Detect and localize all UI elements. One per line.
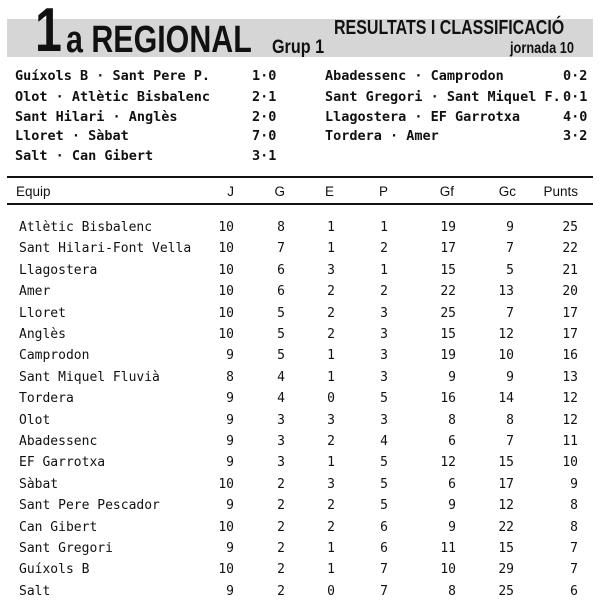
table-row <box>0 304 615 324</box>
cell-lost: 5 <box>380 391 388 407</box>
cell-goals-for: 11 <box>440 541 456 556</box>
divider <box>7 176 593 178</box>
result-score: 7·0 <box>252 128 277 144</box>
cell-won: 2 <box>277 541 285 556</box>
cell-won: 4 <box>277 391 285 407</box>
cell-points: 7 <box>570 541 578 556</box>
result-teams: Lloret · Sàbat <box>15 128 129 144</box>
cell-drawn: 1 <box>327 348 335 364</box>
cell-team-name: Llagostera <box>19 262 98 278</box>
cell-played: 10 <box>218 220 234 235</box>
cell-team-name: Sant Pere Pescador <box>19 498 160 514</box>
cell-drawn: 0 <box>327 391 335 407</box>
cell-won: 7 <box>277 241 285 257</box>
cell-points: 17 <box>562 305 578 321</box>
section-title: RESULTATS I CLASSIFICACIÓ <box>334 17 565 39</box>
result-teams: Olot · Atlètic Bisbalenc <box>15 89 211 105</box>
cell-team-name: Lloret <box>19 305 66 321</box>
cell-points: 9 <box>570 476 578 492</box>
cell-goals-for: 16 <box>440 391 456 407</box>
cell-goals-for: 8 <box>448 583 456 599</box>
cell-team-name: Olot <box>19 412 51 428</box>
cell-team-name: Sant Hilari-Font Vella <box>19 241 192 257</box>
cell-team-name: EF Garrotxa <box>19 455 106 471</box>
cell-played: 9 <box>226 455 234 471</box>
cell-drawn: 1 <box>327 220 335 235</box>
table-row <box>0 368 615 388</box>
standings-header <box>0 182 615 202</box>
cell-drawn: 3 <box>327 412 335 428</box>
table-row <box>0 582 615 602</box>
cell-goals-against: 7 <box>506 434 514 449</box>
cell-won: 5 <box>277 327 285 342</box>
cell-goals-against: 13 <box>498 284 514 300</box>
cell-played: 9 <box>226 412 234 428</box>
cell-played: 9 <box>226 348 234 364</box>
cell-drawn: 1 <box>327 562 335 578</box>
cell-won: 2 <box>277 498 285 514</box>
cell-played: 10 <box>218 262 234 278</box>
cell-goals-against: 15 <box>498 455 514 471</box>
result-teams: Llagostera · EF Garrotxa <box>325 109 521 125</box>
cell-goals-against: 10 <box>498 348 514 364</box>
round-label: jornada 10 <box>510 40 575 57</box>
result-teams: Sant Gregori · Sant Miquel F. <box>325 89 561 105</box>
result-row <box>15 127 277 145</box>
cell-goals-for: 10 <box>440 562 456 578</box>
result-score: 4·0 <box>563 109 588 125</box>
result-teams: Abadessenc · Camprodon <box>325 68 504 84</box>
cell-points: 8 <box>570 519 578 535</box>
cell-played: 9 <box>226 498 234 514</box>
result-score: 2·1 <box>252 89 277 105</box>
result-score: 0·1 <box>563 89 588 105</box>
cell-won: 2 <box>277 519 285 535</box>
cell-points: 7 <box>570 562 578 578</box>
group-label: Grup 1 <box>272 37 325 58</box>
result-row <box>325 67 590 85</box>
cell-goals-against: 14 <box>498 391 514 407</box>
cell-lost: 4 <box>380 434 388 449</box>
cell-goals-against: 17 <box>498 476 514 492</box>
cell-lost: 3 <box>380 412 388 428</box>
cell-played: 8 <box>226 369 234 385</box>
cell-drawn: 1 <box>327 369 335 385</box>
table-row <box>0 218 615 238</box>
cell-lost: 1 <box>380 220 388 235</box>
cell-played: 10 <box>218 476 234 492</box>
cell-points: 12 <box>562 412 578 428</box>
cell-team-name: Guíxols B <box>19 562 90 578</box>
cell-drawn: 3 <box>327 262 335 278</box>
cell-team-name: Salt <box>19 583 51 599</box>
cell-goals-against: 15 <box>498 541 514 556</box>
cell-won: 5 <box>277 348 285 364</box>
divider <box>7 203 593 205</box>
cell-drawn: 0 <box>327 583 335 599</box>
cell-won: 2 <box>277 562 285 578</box>
cell-goals-for: 6 <box>448 476 456 492</box>
cell-goals-for: 19 <box>440 220 456 235</box>
table-row <box>0 539 615 559</box>
cell-team-name: Abadessenc <box>19 434 98 449</box>
cell-lost: 5 <box>380 498 388 514</box>
cell-goals-against: 5 <box>506 262 514 278</box>
cell-goals-against: 9 <box>506 369 514 385</box>
cell-won: 6 <box>277 262 285 278</box>
cell-points: 6 <box>570 583 578 599</box>
cell-won: 2 <box>277 583 285 599</box>
table-row <box>0 325 615 345</box>
cell-team-name: Camprodon <box>19 348 90 364</box>
col-team: Equip <box>16 184 51 199</box>
col-goals-for: Gf <box>439 184 454 199</box>
cell-drawn: 2 <box>327 305 335 321</box>
result-row <box>325 108 590 126</box>
result-row <box>325 127 590 145</box>
result-row <box>15 108 277 126</box>
cell-drawn: 3 <box>327 476 335 492</box>
cell-goals-against: 7 <box>506 241 514 257</box>
cell-lost: 5 <box>380 476 388 492</box>
result-score: 3·1 <box>252 148 277 164</box>
result-row <box>325 88 590 106</box>
cell-won: 3 <box>277 455 285 471</box>
result-row <box>15 67 277 85</box>
cell-played: 9 <box>226 541 234 556</box>
cell-points: 13 <box>562 369 578 385</box>
cell-points: 25 <box>562 220 578 235</box>
cell-goals-against: 12 <box>498 327 514 342</box>
cell-lost: 6 <box>380 541 388 556</box>
cell-goals-for: 9 <box>448 498 456 514</box>
col-drawn: E <box>324 184 334 199</box>
table-row <box>0 432 615 452</box>
cell-goals-for: 15 <box>440 262 456 278</box>
cell-played: 10 <box>218 327 234 342</box>
cell-drawn: 2 <box>327 434 335 449</box>
table-row <box>0 411 615 431</box>
result-teams: Sant Hilari · Anglès <box>15 109 178 125</box>
col-points: Punts <box>543 184 578 199</box>
result-row <box>15 88 277 106</box>
cell-lost: 3 <box>380 327 388 342</box>
cell-goals-against: 9 <box>506 220 514 235</box>
table-row <box>0 261 615 281</box>
cell-goals-for: 8 <box>448 412 456 428</box>
table-row <box>0 282 615 302</box>
table-row <box>0 453 615 473</box>
cell-won: 6 <box>277 284 285 300</box>
cell-lost: 3 <box>380 348 388 364</box>
cell-won: 8 <box>277 220 285 235</box>
cell-points: 11 <box>562 434 578 449</box>
cell-won: 3 <box>277 434 285 449</box>
cell-goals-for: 17 <box>440 241 456 257</box>
result-row <box>15 147 277 165</box>
col-goals-against: Gc <box>498 184 516 199</box>
cell-lost: 2 <box>380 284 388 300</box>
col-played: J <box>227 184 234 199</box>
result-score: 2·0 <box>252 109 277 125</box>
cell-played: 9 <box>226 391 234 407</box>
cell-points: 8 <box>570 498 578 514</box>
cell-lost: 6 <box>380 519 388 535</box>
cell-played: 9 <box>226 583 234 599</box>
result-score: 1·0 <box>252 68 277 84</box>
result-score: 3·2 <box>563 128 588 144</box>
cell-goals-for: 9 <box>448 369 456 385</box>
cell-team-name: Sant Gregori <box>19 541 113 556</box>
cell-drawn: 2 <box>327 327 335 342</box>
cell-goals-against: 7 <box>506 305 514 321</box>
result-teams: Salt · Can Gibert <box>15 148 154 164</box>
result-teams: Guíxols B · Sant Pere P. <box>15 68 211 84</box>
cell-drawn: 1 <box>327 541 335 556</box>
table-row <box>0 475 615 495</box>
cell-won: 4 <box>277 369 285 385</box>
table-row <box>0 496 615 516</box>
cell-drawn: 2 <box>327 498 335 514</box>
cell-team-name: Can Gibert <box>19 519 98 535</box>
cell-lost: 3 <box>380 369 388 385</box>
table-row <box>0 346 615 366</box>
cell-goals-against: 22 <box>498 519 514 535</box>
cell-won: 3 <box>277 412 285 428</box>
cell-drawn: 2 <box>327 284 335 300</box>
cell-played: 10 <box>218 284 234 300</box>
cell-points: 17 <box>562 327 578 342</box>
cell-drawn: 1 <box>327 241 335 257</box>
cell-team-name: Sàbat <box>19 476 59 492</box>
table-row <box>0 560 615 580</box>
cell-lost: 5 <box>380 455 388 471</box>
division-title: a REGIONAL <box>66 19 252 61</box>
result-teams: Tordera · Amer <box>325 128 439 144</box>
cell-goals-for: 12 <box>440 455 456 471</box>
cell-drawn: 2 <box>327 519 335 535</box>
cell-won: 5 <box>277 305 285 321</box>
col-lost: P <box>378 184 388 199</box>
table-row <box>0 518 615 538</box>
cell-lost: 7 <box>380 583 388 599</box>
cell-lost: 2 <box>380 241 388 257</box>
cell-points: 10 <box>562 455 578 471</box>
cell-points: 21 <box>562 262 578 278</box>
table-row <box>0 239 615 259</box>
cell-goals-for: 22 <box>440 284 456 300</box>
cell-goals-against: 12 <box>498 498 514 514</box>
cell-played: 10 <box>218 241 234 257</box>
cell-lost: 1 <box>380 262 388 278</box>
cell-points: 20 <box>562 284 578 300</box>
cell-team-name: Tordera <box>19 391 74 407</box>
cell-played: 10 <box>218 562 234 578</box>
col-won: G <box>274 184 285 199</box>
cell-lost: 3 <box>380 305 388 321</box>
division-number: 1 <box>35 0 61 65</box>
cell-drawn: 1 <box>327 455 335 471</box>
cell-goals-for: 6 <box>448 434 456 449</box>
cell-points: 16 <box>562 348 578 364</box>
cell-goals-against: 29 <box>498 562 514 578</box>
cell-won: 2 <box>277 476 285 492</box>
cell-points: 12 <box>562 391 578 407</box>
cell-goals-for: 25 <box>440 305 456 321</box>
cell-goals-for: 9 <box>448 519 456 535</box>
cell-team-name: Atlètic Bisbalenc <box>19 220 153 235</box>
cell-lost: 7 <box>380 562 388 578</box>
table-row <box>0 389 615 409</box>
result-score: 0·2 <box>563 68 588 84</box>
cell-goals-against: 8 <box>506 412 514 428</box>
cell-goals-for: 15 <box>440 327 456 342</box>
cell-goals-against: 25 <box>498 583 514 599</box>
cell-points: 22 <box>562 241 578 257</box>
cell-played: 10 <box>218 519 234 535</box>
cell-team-name: Anglès <box>19 327 66 342</box>
cell-goals-for: 19 <box>440 348 456 364</box>
cell-played: 10 <box>218 305 234 321</box>
cell-team-name: Amer <box>19 284 51 300</box>
cell-team-name: Sant Miquel Fluvià <box>19 369 160 385</box>
cell-played: 9 <box>226 434 234 449</box>
